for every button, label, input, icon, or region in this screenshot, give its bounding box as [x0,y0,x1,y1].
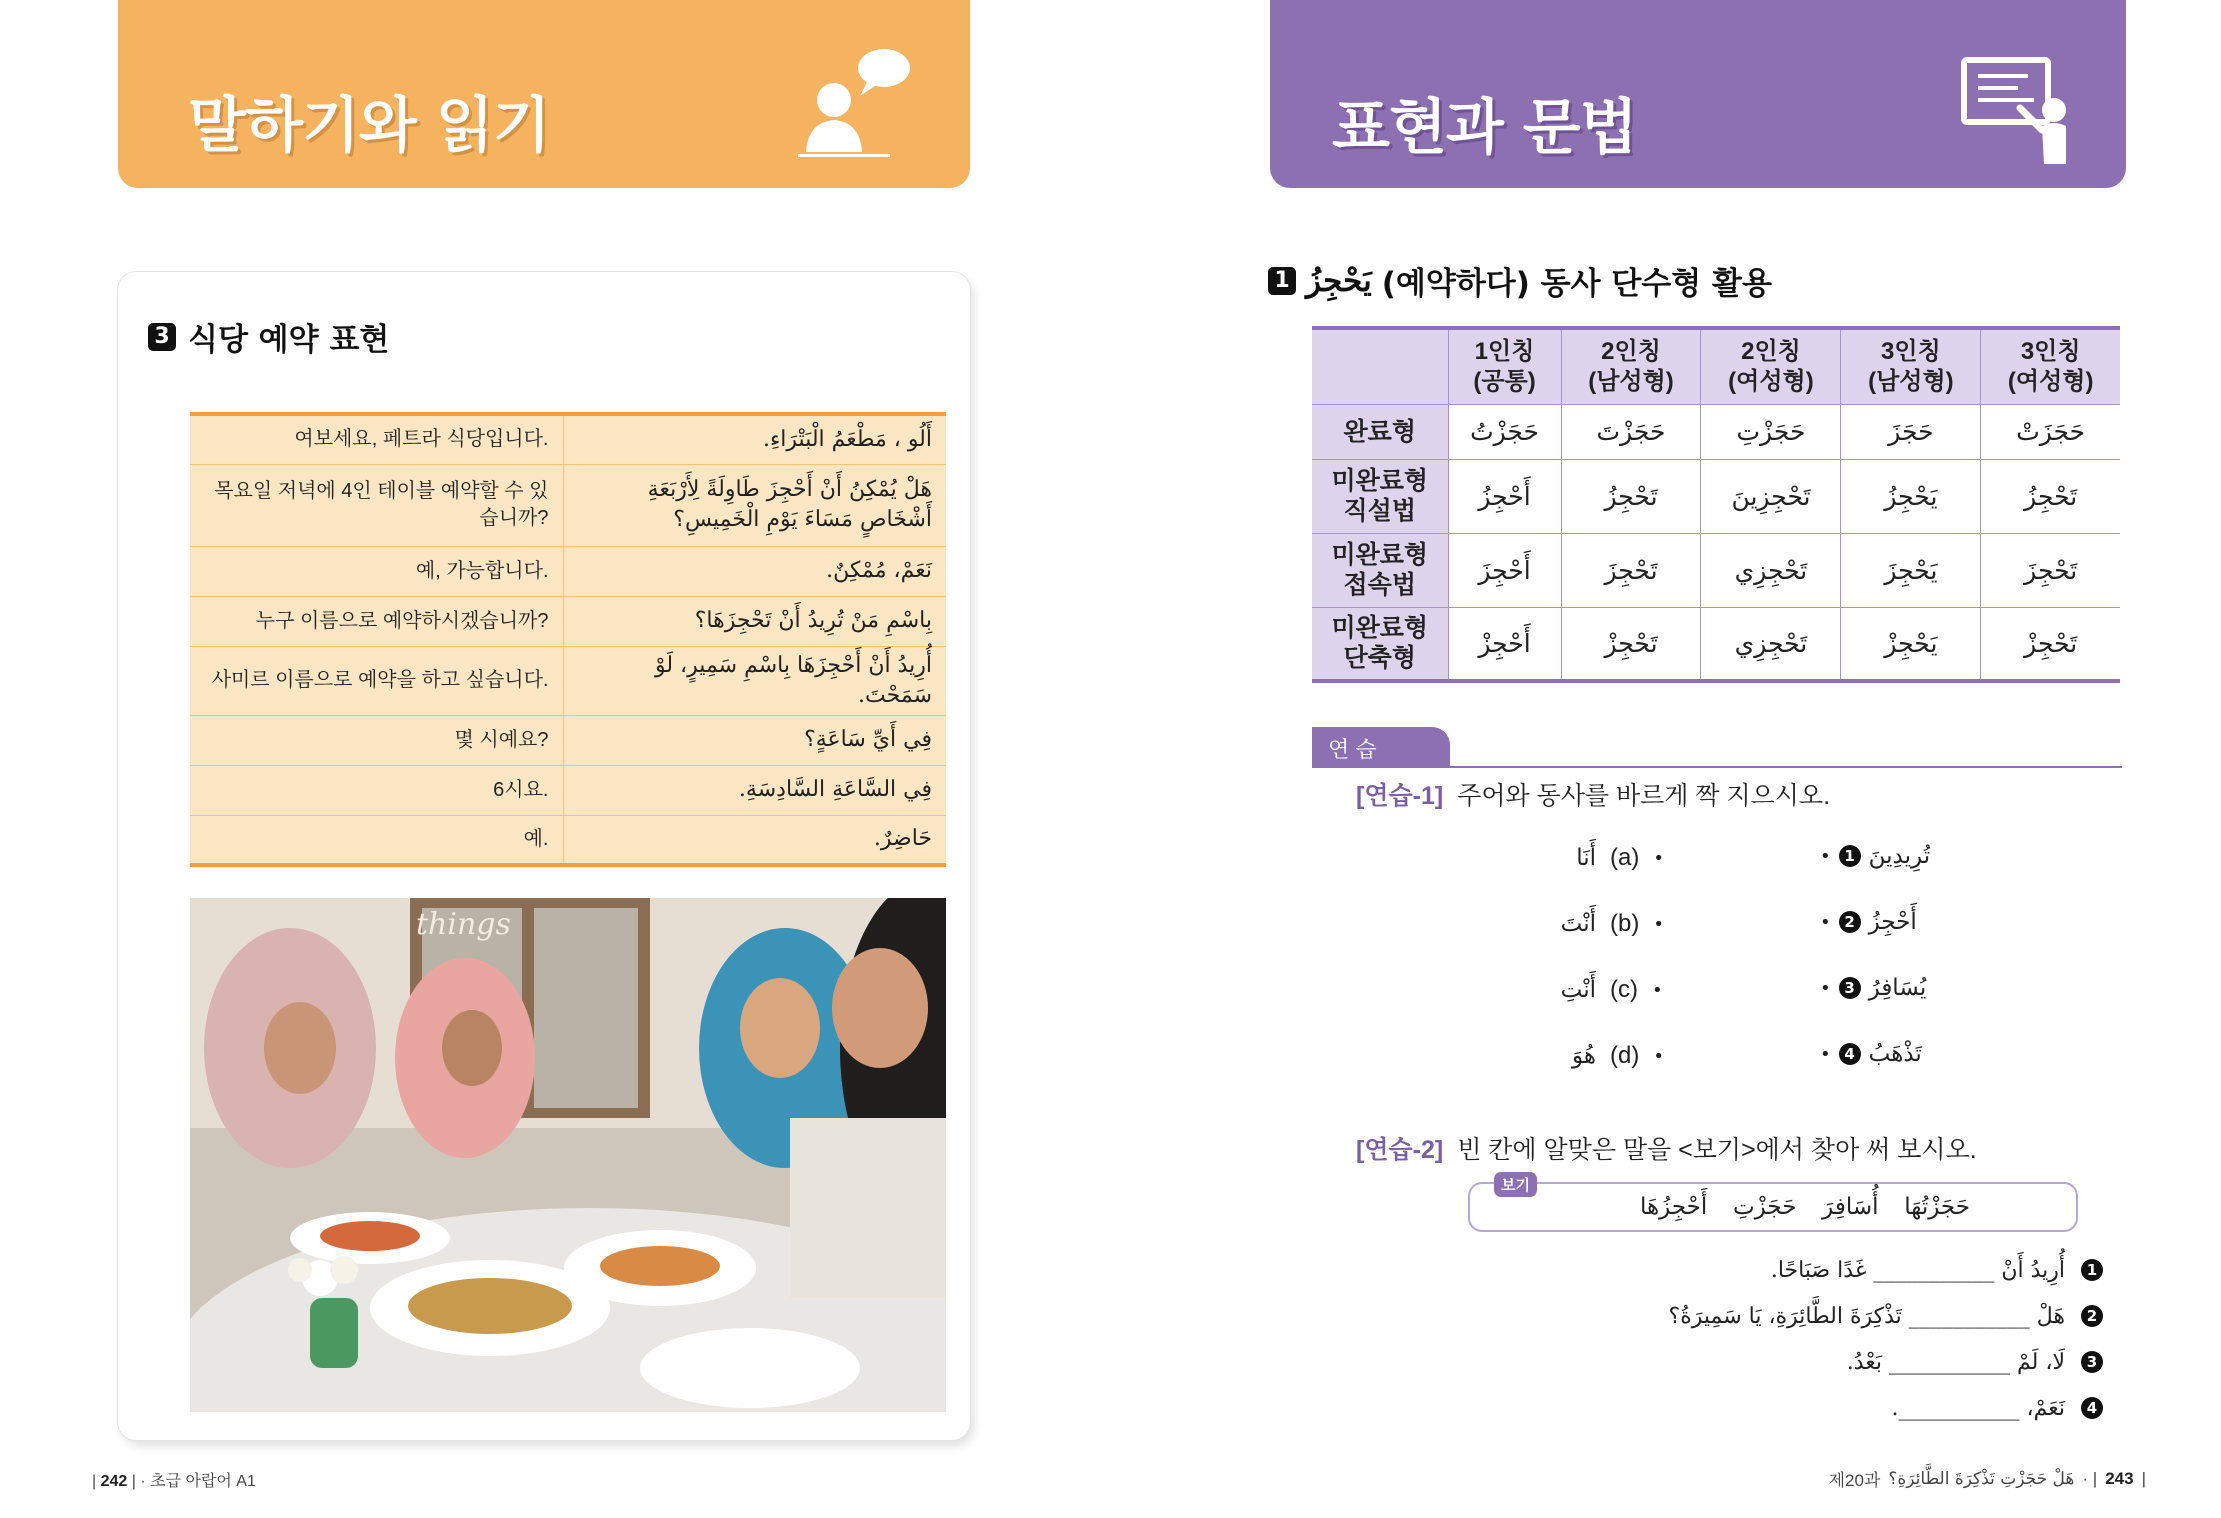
verb-cell: يَحْجِزُ [1841,459,1981,533]
match-verb-2[interactable] [1820,902,1960,942]
lesson-number: 제20과 [1828,1471,1881,1490]
korean-cell: 여보세요, 페트라 식당입니다. [190,414,563,464]
korean-cell: 몇 시예요? [190,715,563,765]
korean-cell: 6시요. [190,765,563,815]
section-heading-restaurant [148,314,389,359]
number-circle: 1 [2081,1259,2103,1281]
exercise-1-title [1356,776,1830,812]
verb-cell: حَجَزْتَ [1561,404,1701,459]
subject-label: (d) [1610,1042,1640,1069]
match-verb-1[interactable] [1820,836,1960,876]
table-row [190,414,946,464]
section-heading-conjugation [1268,258,1772,303]
number-circle: 4 [1839,1043,1861,1065]
column-header: 2인칭 (여성형) [1701,328,1841,404]
row-header: 완료형 [1312,404,1448,459]
verb-cell: أَحْجِزُ [1448,459,1561,533]
subject-arabic: أَنْتَ [1560,911,1596,937]
arabic-cell: حَاضِرٌ. [563,815,946,865]
verb-cell: تَحْجِزُ [1561,459,1701,533]
table-row [1312,404,2120,459]
section-title: (예약하다) 동사 단수형 활용 [1381,266,1772,302]
word-bank-item: أُسَافِرَ [1822,1194,1879,1220]
exercise-2-title [1356,1130,1977,1166]
arabic-cell: أُرِيدُ أَنْ أَحْجِزَهَا بِاسْمِ سَمِيرٍ، لَوْ سَمَحْتَ. [563,646,946,715]
verb-arabic: تَذْهَبُ [1868,1041,1922,1067]
verb-cell: يَحْجِزَ [1841,533,1981,607]
verb-cell: تَحْجِزَ [1561,533,1701,607]
row-header: 미완료형 단축형 [1312,607,1448,681]
arabic-cell: أَلُو ، مَطْعَمُ الْبَتْرَاءِ. [563,414,946,464]
row-header: 미완료형 직설법 [1312,459,1448,533]
left-banner-title: 말하기와 읽기 [188,91,550,161]
row-header: 미완료형 접속법 [1312,533,1448,607]
table-row [1312,459,2120,533]
arabic-cell: هَلْ يُمْكِنُ أَنْ أَحْجِزَ طَاوِلَةً لِأَرْبَعَةِ أَشْخَاصٍ مَسَاءَ يَوْمِ الْخَمِيسِ؟ [563,464,946,546]
table-row [190,715,946,765]
subject-arabic: أَنْتِ [1560,977,1596,1003]
verb-cell: يَحْجِزْ [1841,607,1981,681]
number-circle: 3 [1839,977,1861,999]
teacher-board-icon [1960,56,2078,166]
verb-cell: حَجَزْتِ [1701,404,1841,459]
table-row [190,464,946,546]
fill-item-2[interactable] [1669,1296,2103,1336]
match-subject-d[interactable] [1556,1036,1756,1076]
exercise-2-instruction: 빈 칸에 알맞은 말을 <보기>에서 찾아 써 보시오. [1457,1136,1977,1164]
table-row [1312,607,2120,681]
fill-item-4[interactable] [1892,1388,2103,1428]
table-row [190,815,946,865]
verb-cell: تَحْجِزْ [1561,607,1701,681]
match-dot: • [1820,1043,1831,1065]
verb-cell: تَحْجِزِي [1701,607,1841,681]
sign-text: things [416,907,511,942]
verb-cell: تَحْجِزُ [1981,459,2120,533]
table-row [190,646,946,715]
lesson-title-arabic: هَلْ حَجَزْتِ تَذْكِرَةَ الطَّائِرَةِ؟ [1888,1468,2075,1489]
section-number-badge: 3 [148,323,176,351]
restaurant-photo [190,898,946,1412]
verb-cell: تَحْجِزِينَ [1701,459,1841,533]
verb-arabic: أَحْجِزُ [1868,909,1917,935]
match-dot: • [1820,845,1831,867]
right-footer: 제20과 هَلْ حَجَزْتِ تَذْكِرَةَ الطَّائِرَةِ؟ · | 243 | [1829,1466,2146,1491]
table-row [190,765,946,815]
reservation-dialog-table [190,412,946,867]
korean-cell: 누구 이름으로 예약하시겠습니까? [190,596,563,646]
verb-cell: أَحْجِزْ [1448,607,1561,681]
number-circle: 2 [2081,1305,2103,1327]
subject-label: (b) [1610,910,1640,937]
fill-sentence: نَعَمْ، ___________. [1891,1395,2065,1421]
verb-cell: تَحْجِزْ [1981,607,2120,681]
korean-cell: 사미르 이름으로 예약을 하고 싶습니다. [190,646,563,715]
exercise-2-tag: [연습-2] [1356,1136,1444,1164]
verb-cell: حَجَزَ [1841,404,1981,459]
exercise-1-instruction: 주어와 동사를 바르게 짝 지으시오. [1457,782,1831,810]
table-row [190,546,946,596]
verb-arabic: يُسَافِرُ [1868,975,1927,1001]
match-dot: • [1820,977,1831,999]
arabic-cell: فِي أَيِّ سَاعَةٍ؟ [563,715,946,765]
match-subject-b[interactable] [1556,904,1756,944]
match-subject-a[interactable] [1556,838,1756,878]
match-dot: • [1820,911,1831,933]
right-banner-title: 표현과 문법 [1332,93,1637,163]
word-bank-words [1640,1184,1970,1230]
column-header: 2인칭 (남성형) [1561,328,1701,404]
column-header: 3인칭 (여성형) [1981,328,2120,404]
number-circle: 1 [1839,845,1861,867]
match-dot: • [1651,979,1663,1001]
arabic-cell: فِي السَّاعَةِ السَّادِسَةِ. [563,765,946,815]
table-header-row [1312,328,2120,404]
word-bank-item: حَجَزْتِ [1733,1194,1797,1220]
number-circle: 4 [2081,1397,2103,1419]
left-banner [118,0,970,188]
practice-divider [1312,766,2122,768]
match-verb-3[interactable] [1820,968,1960,1008]
subject-arabic: أَنَا [1576,845,1596,871]
table-row [1312,533,2120,607]
word-bank-item: أَحْجِزُهَا [1640,1194,1708,1220]
exercise-1-tag: [연습-1] [1356,782,1444,810]
column-header: 3인칭 (남성형) [1841,328,1981,404]
match-dot: • [1653,913,1664,935]
number-circle: 2 [1839,911,1861,933]
fill-sentence: لَا، لَمْ ___________ بَعْدُ. [1846,1349,2065,1375]
number-circle: 3 [2081,1351,2103,1373]
left-footer: | 242 | · 초급 아랍어 A1 [92,1473,256,1490]
column-header: 1인칭 (공통) [1448,328,1561,404]
empty-corner-cell [1312,328,1448,404]
verb-cell: تَحْجِزِي [1701,533,1841,607]
verb-cell: حَجَزْتُ [1448,404,1561,459]
match-verb-4[interactable] [1820,1034,1960,1074]
verb-cell: أَحْجِزَ [1448,533,1561,607]
section-number-badge: 1 [1268,267,1296,295]
arabic-cell: نَعَمْ، مُمْكِنٌ. [563,546,946,596]
section-title: 식당 예약 표현 [188,322,390,358]
subject-arabic: هُوَ [1571,1043,1596,1069]
table-row [190,596,946,646]
verb-cell: حَجَزَتْ [1981,404,2120,459]
word-bank-item: حَجَزْتُهَا [1904,1194,1970,1220]
section-verb: يَحْجِزُ [1306,262,1372,299]
verb-cell: تَحْجِزَ [1981,533,2120,607]
page-number-right: 243 [2105,1468,2134,1488]
right-banner [1270,0,2126,188]
fill-item-1[interactable] [1771,1250,2103,1290]
match-subject-c[interactable] [1556,970,1756,1010]
verb-arabic: تُرِيدِينَ [1868,843,1931,869]
conjugation-table [1312,326,2120,683]
word-bank-label: 보기 [1494,1172,1537,1197]
korean-cell: 예. [190,815,563,865]
left-content-card [118,272,970,1440]
subject-label: (c) [1610,976,1638,1003]
korean-cell: 목요일 저녁에 4인 테이블 예약할 수 있습니까? [190,464,563,546]
practice-tab: 연 습 [1312,727,1450,767]
match-dot: • [1653,847,1664,869]
book-title: 초급 아랍어 A1 [150,1473,256,1490]
page-number-left: 242 [100,1473,128,1490]
arabic-cell: بِاسْمِ مَنْ تُرِيدُ أَنْ تَحْجِزَهَا؟ [563,596,946,646]
speaker-speech-icon [798,44,918,164]
fill-sentence: أُرِيدُ أَنْ ___________ غَدًا صَبَاحًا. [1770,1257,2065,1283]
match-dot: • [1653,1045,1664,1067]
subject-label: (a) [1610,844,1640,871]
korean-cell: 예, 가능합니다. [190,546,563,596]
fill-item-3[interactable] [1847,1342,2103,1382]
fill-sentence: هَلْ ___________ تَذْكِرَةَ الطَّائِرَةِ، يَا سَمِيرَةُ؟ [1668,1303,2065,1329]
